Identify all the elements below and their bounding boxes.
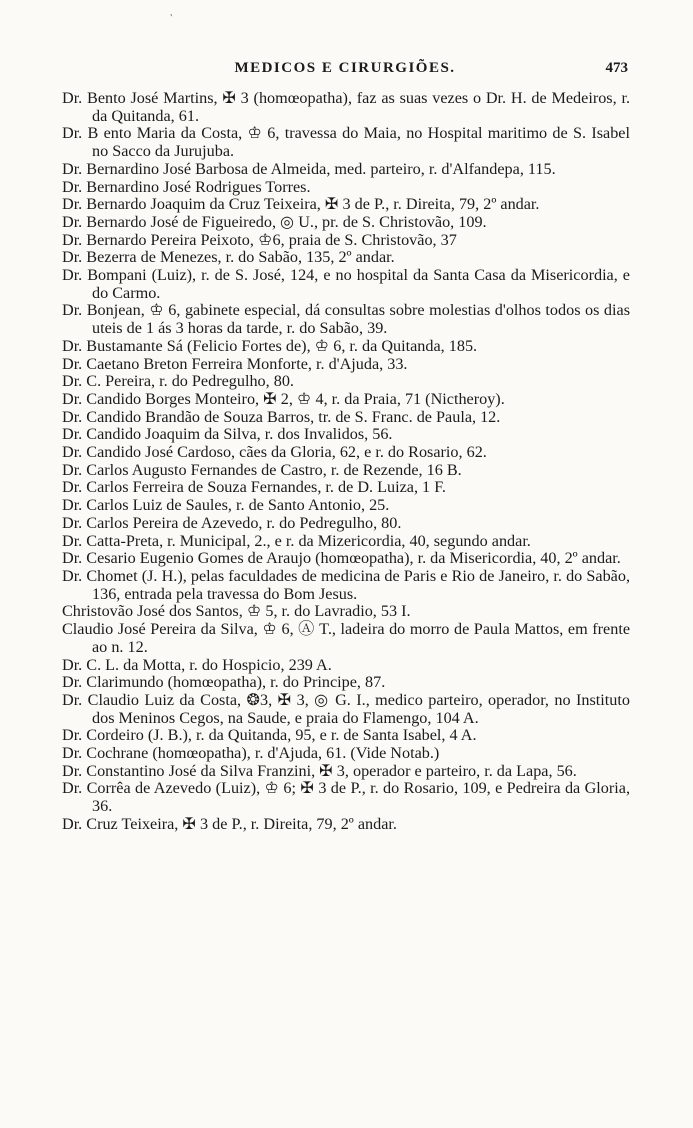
directory-entry: Dr. Carlos Ferreira de Souza Fernandes, r. de D. Luiza, 1 F. — [62, 478, 446, 497]
directory-entry: Dr. Bernardino José Barbosa de Almeida, med. parteiro, r. d'Alfandepa, 115. — [62, 159, 556, 178]
directory-entry: Dr. Corrêa de Azevedo (Luiz), ♔ 6; ✠ 3 de P., r. do Rosario, 109, e Pedreira da Gloria, 36. — [62, 779, 630, 816]
directory-entry: Dr. Bustamante Sá (Felicio Fortes de), ♔ 6, r. da Quitanda, 185. — [62, 336, 478, 355]
directory-entries — [62, 90, 630, 834]
directory-entry: Dr. Carlos Augusto Fernandes de Castro, r. de Rezende, 16 B. — [62, 460, 462, 479]
directory-entry: Dr. Candido Borges Monteiro, ✠ 2, ♔ 4, r. da Praia, 71 (Nictheroy). — [62, 389, 505, 408]
directory-entry: Dr. Caetano Breton Ferreira Monforte, r. d'Ajuda, 33. — [62, 354, 408, 373]
directory-entry: Dr. Bernardino José Rodrigues Torres. — [62, 177, 311, 196]
directory-entry: Dr. Bonjean, ♔ 6, gabinete especial, dá consultas sobre molestias d'olhos todos os dias uteis de 1 ás 3 horas da tarde, r. do Sabão, 39. — [62, 301, 630, 338]
page-mark: ‛ — [170, 14, 173, 24]
directory-entry: Dr. Carlos Pereira de Azevedo, r. do Pedregulho, 80. — [62, 513, 402, 532]
directory-entry: Dr. Cesario Eugenio Gomes de Araujo (homœopatha), r. da Misericordia, 40, 2º andar. — [62, 549, 621, 568]
directory-entry: Dr. Bezerra de Menezes, r. do Sabão, 135, 2º andar. — [62, 248, 395, 267]
directory-entry: Dr. Cochrane (homœopatha), r. d'Ajuda, 61. (Vide Notab.) — [62, 744, 440, 763]
directory-entry: Dr. Catta-Preta, r. Municipal, 2., e r. da Mizericordia, 40, segundo andar. — [62, 531, 531, 550]
directory-entry: Dr. Bernardo José de Figueiredo, ◎ U., pr. de S. Christovão, 109. — [62, 212, 487, 231]
directory-entry: Dr. Cruz Teixeira, ✠ 3 de P., r. Direita, 79, 2º andar. — [62, 814, 397, 833]
directory-entry: Dr. Carlos Luiz de Saules, r. de Santo Antonio, 25. — [62, 496, 390, 515]
directory-entry: Dr. Bernardo Pereira Peixoto, ♔6, praia de S. Christovão, 37 — [62, 230, 457, 249]
directory-entry: Dr. Bernardo Joaquim da Cruz Teixeira, ✠ 3 de P., r. Direita, 79, 2º andar. — [62, 195, 540, 214]
directory-entry: Claudio José Pereira da Silva, ♔ 6, Ⓐ T., ladeira do morro de Paula Mattos, em frente ao n. 12. — [62, 620, 630, 656]
directory-entry: Dr. Constantino José da Silva Franzini, ✠ 3, operador e parteiro, r. da Lapa, 56. — [62, 761, 577, 780]
directory-entry: Christovão José dos Santos, ♔ 5, r. do Lavradio, 53 I. — [62, 602, 411, 621]
directory-entry: Dr. Candido José Cardoso, cães da Gloria, 62, e r. do Rosario, 62. — [62, 443, 487, 462]
directory-entry: Dr. C. Pereira, r. do Pedregulho, 80. — [62, 372, 294, 391]
page-number: 473 — [605, 60, 628, 76]
page-header — [62, 60, 628, 84]
directory-entry: Dr. Claudio Luiz da Costa, ❂3, ✠ 3, ◎ G. I., medico parteiro, operador, no Instituto dos Meninos Cegos, na Saude, e praia do Flamengo, 104 A. — [62, 690, 630, 727]
directory-entry: Dr. Bompani (Luiz), r. de S. José, 124, e no hospital da Santa Casa da Misericordia, e do Carmo. — [62, 266, 630, 302]
directory-entry: Dr. Cordeiro (J. B.), r. da Quitanda, 95, e r. de Santa Isabel, 4 A. — [62, 726, 477, 745]
directory-entry: Dr. C. L. da Motta, r. do Hospicio, 239 A. — [62, 655, 332, 674]
directory-entry: Dr. Bento José Martins, ✠ 3 (homœopatha), faz as suas vezes o Dr. H. de Medeiros, r. da Quitanda, 61. — [62, 89, 630, 125]
directory-entry: Dr. B ento Maria da Costa, ♔ 6, travessa do Maia, no Hospital maritimo de S. Isabel no Sacco da Jurujuba. — [62, 124, 630, 161]
directory-entry: Dr. Chomet (J. H.), pelas faculdades de medicina de Paris e Rio de Janeiro, r. do Sabão, 136, entrada pela travessa do Bom Jesus. — [62, 566, 630, 603]
directory-entry: Dr. Candido Brandão de Souza Barros, tr. de S. Franc. de Paula, 12. — [62, 407, 501, 426]
directory-entry: Dr. Candido Joaquim da Silva, r. dos Invalidos, 56. — [62, 425, 393, 444]
running-head: MEDICOS E CIRURGIÕES. — [234, 60, 456, 76]
directory-entry: Dr. Clarimundo (homœopatha), r. do Principe, 87. — [62, 673, 386, 692]
